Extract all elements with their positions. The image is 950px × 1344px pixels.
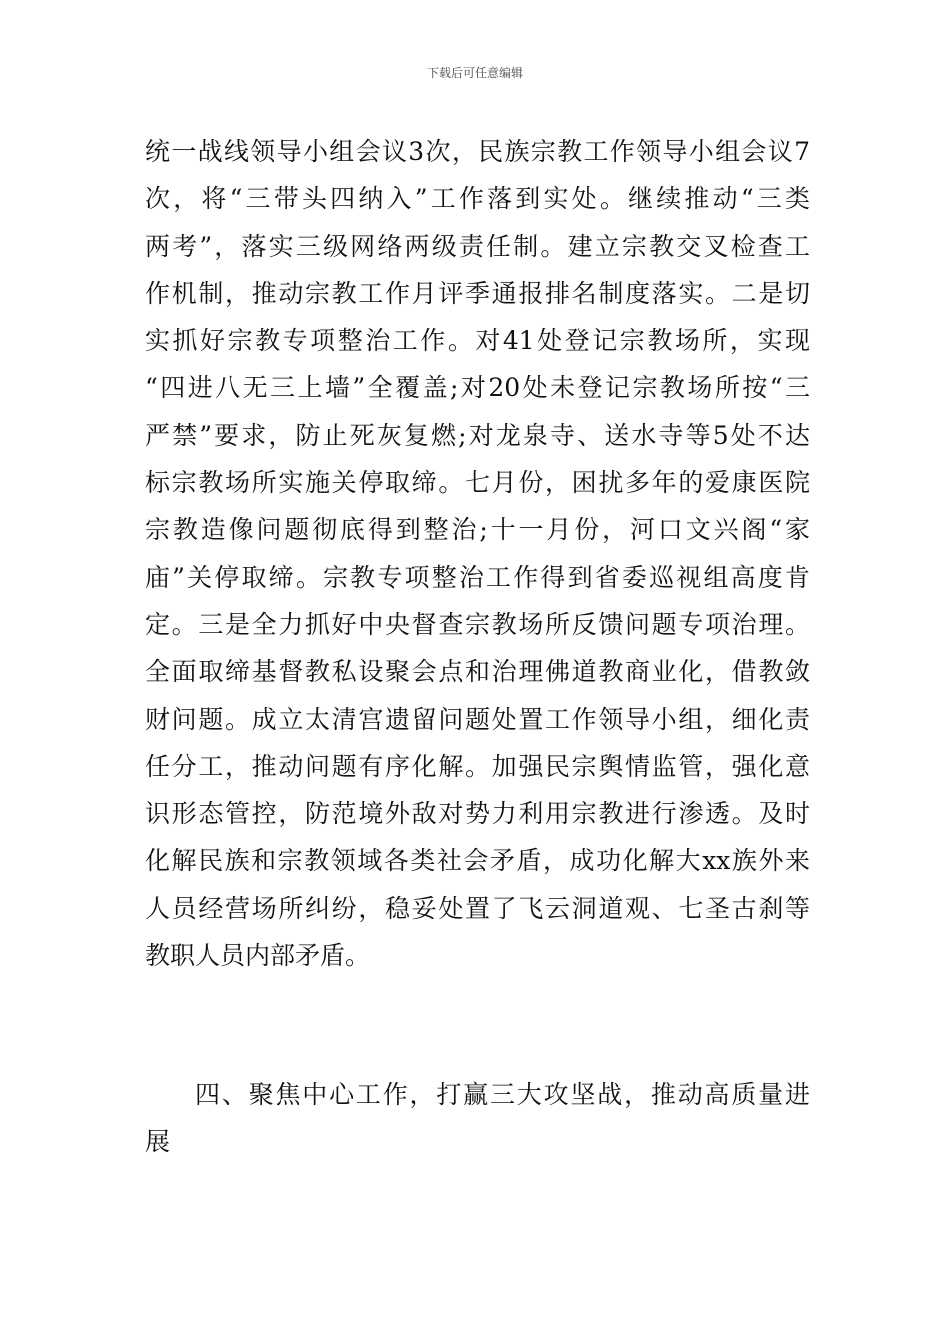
heading-line: 四、聚焦中心工作，打赢三大攻坚战，推动高质量进	[195, 1080, 810, 1109]
body-paragraph	[145, 128, 810, 979]
paragraph-line: 标宗教场所实施关停取缔。七月份，困扰多年的爱康医院	[145, 468, 810, 498]
paragraph-line: 次，将“三带头四纳入”工作落到实处。继续推动“三类	[145, 184, 810, 214]
paragraph-line: 严禁”要求，防止死灰复燃;对龙泉寺、送水寺等5处不达	[145, 420, 810, 450]
paragraph-line: 财问题。成立太清宫遗留问题处置工作领导小组，细化责	[145, 704, 810, 734]
paragraph-line: 庙”关停取缔。宗教专项整治工作得到省委巡视组高度肯	[145, 562, 810, 592]
paragraph-line: 两考”，落实三级网络两级责任制。建立宗教交叉检查工	[145, 231, 810, 261]
heading-line: 展	[145, 1127, 171, 1157]
paragraph-line: 作机制，推动宗教工作月评季通报排名制度落实。二是切	[145, 278, 810, 308]
paragraph-line: 识形态管控，防范境外敌对势力利用宗教进行渗透。及时	[145, 799, 810, 829]
paragraph-line: 定。三是全力抓好中央督查宗教场所反馈问题专项治理。	[145, 609, 810, 639]
paragraph-line: 全面取缔基督教私设聚会点和治理佛道教商业化，借教敛	[145, 657, 810, 687]
paragraph-line: 化解民族和宗教领域各类社会矛盾，成功化解大xx族外来	[145, 846, 810, 876]
paragraph-line: 实抓好宗教专项整治工作。对41处登记宗教场所，实现	[145, 326, 810, 356]
page-header-note: 下载后可任意编辑	[426, 66, 523, 80]
paragraph-line: 人员经营场所纠纷，稳妥处置了飞云洞道观、七圣古刹等	[145, 893, 810, 923]
section-heading	[145, 1071, 810, 1166]
paragraph-line: 任分工，推动问题有序化解。加强民宗舆情监管，强化意	[145, 751, 810, 781]
paragraph-line: 教职人员内部矛盾。	[145, 941, 371, 971]
paragraph-line: 统一战线领导小组会议3次，民族宗教工作领导小组会议7	[145, 137, 810, 166]
paragraph-line: “四进八无三上墙”全覆盖;对20处未登记宗教场所按“三	[145, 373, 810, 403]
paragraph-line: 宗教造像问题彻底得到整治;十一月份，河口文兴阁“家	[145, 515, 810, 545]
